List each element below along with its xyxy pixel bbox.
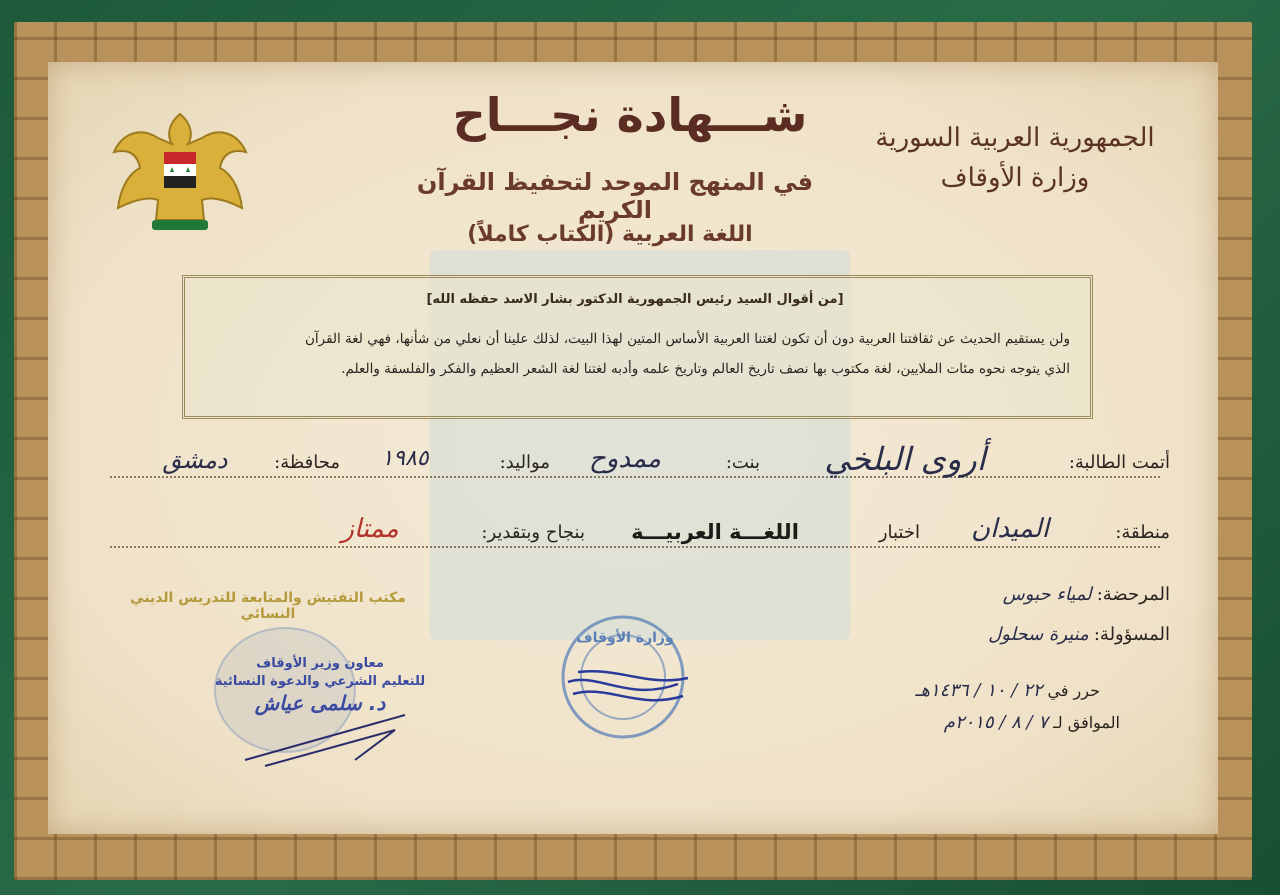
quote-line-2: الذي يتوجه نحوه مئات الملايين، لغة مكتوب بها نصف تاريخ العالم وتاريخ علمه وأدبه لغتنا لغة الشعر العظيم والفكر والفلسفة والعلم. — [341, 360, 1070, 377]
gregorian-value: ٧ / ٨ / ٢٠١٥م — [943, 712, 1048, 733]
exam-subject: اللغـــة العربيـــة — [631, 520, 799, 544]
inspection-office: مكتب التفتيش والمتابعة للتدريس الديني النسائي — [130, 590, 406, 622]
gregorian-date-row — [800, 712, 1120, 733]
governorate-value: دمشق — [162, 446, 228, 474]
grade-value: ممتاز — [341, 514, 399, 544]
hijri-date-row — [800, 680, 1100, 701]
official-row — [880, 624, 1170, 645]
deputy-signature-block — [210, 655, 430, 717]
certificate-subtitle: في المنهج الموحد لتحفيظ القرآن الكريم — [416, 168, 814, 224]
republic-name: الجمهورية العربية السورية — [875, 123, 1155, 153]
birth-label: مواليد: — [499, 452, 550, 473]
deputy-name: د. سلمى عياش — [254, 691, 386, 716]
region-value: الميدان — [971, 514, 1049, 544]
examiner-value: لمياء حبوس — [1002, 584, 1092, 605]
grade-label: بنجاح وبتقدير: — [481, 522, 585, 543]
syrian-eagle-emblem-icon — [110, 108, 250, 236]
quote-line-1: ولن يستقيم الحديث عن ثقافتنا العربية دون أن تكون لغتنا العربية الأساس المتين لهذا البيت، لذلك علينا أن نعلي من شأنها، فهي لغة القرآن — [304, 331, 1070, 347]
certificate-subject-line: اللغة العربية (الكتاب كاملاً) — [467, 222, 753, 247]
row2-dotted-line — [110, 546, 1160, 548]
birth-year: ١٩٨٥ — [381, 446, 429, 471]
quote-heading: [من أقوال السيد رئيس الجمهورية الدكتور بشار الاسد حفظه الله] — [426, 292, 844, 307]
official-value: منيرة سحلول — [988, 624, 1089, 645]
deputy-title: معاون وزير الأوقاف — [256, 656, 384, 671]
quote-text — [200, 325, 1070, 384]
governorate-label: محافظة: — [274, 452, 340, 473]
student-name: أروى البلخي — [824, 440, 986, 478]
official-label: المسؤولة: — [1093, 624, 1170, 645]
hijri-label: حرر في — [1047, 681, 1100, 700]
hijri-value: ٢٢ / ١٠ / ١٤٣٦هـ — [915, 680, 1043, 701]
ministry-stamp-text: وزارة الأوقاف — [576, 630, 674, 646]
father-name: ممدوح — [589, 444, 661, 474]
ministry-name: وزارة الأوقاف — [940, 163, 1090, 194]
examiner-label: المرحضة: — [1096, 584, 1170, 605]
deputy-department: للتعليم الشرعي والدعوة النسائية — [214, 673, 426, 689]
issuer-header — [860, 118, 1170, 199]
examiner-row — [880, 584, 1170, 605]
daughter-label: بنت: — [725, 452, 760, 473]
exam-label: اختبار — [878, 522, 920, 543]
certificate-title: شـــهادة نجـــاح — [452, 88, 808, 142]
student-label: أتمت الطالبة: — [1068, 452, 1170, 473]
gregorian-label: الموافق لـ — [1053, 713, 1120, 732]
region-label: منطقة: — [1115, 522, 1170, 543]
